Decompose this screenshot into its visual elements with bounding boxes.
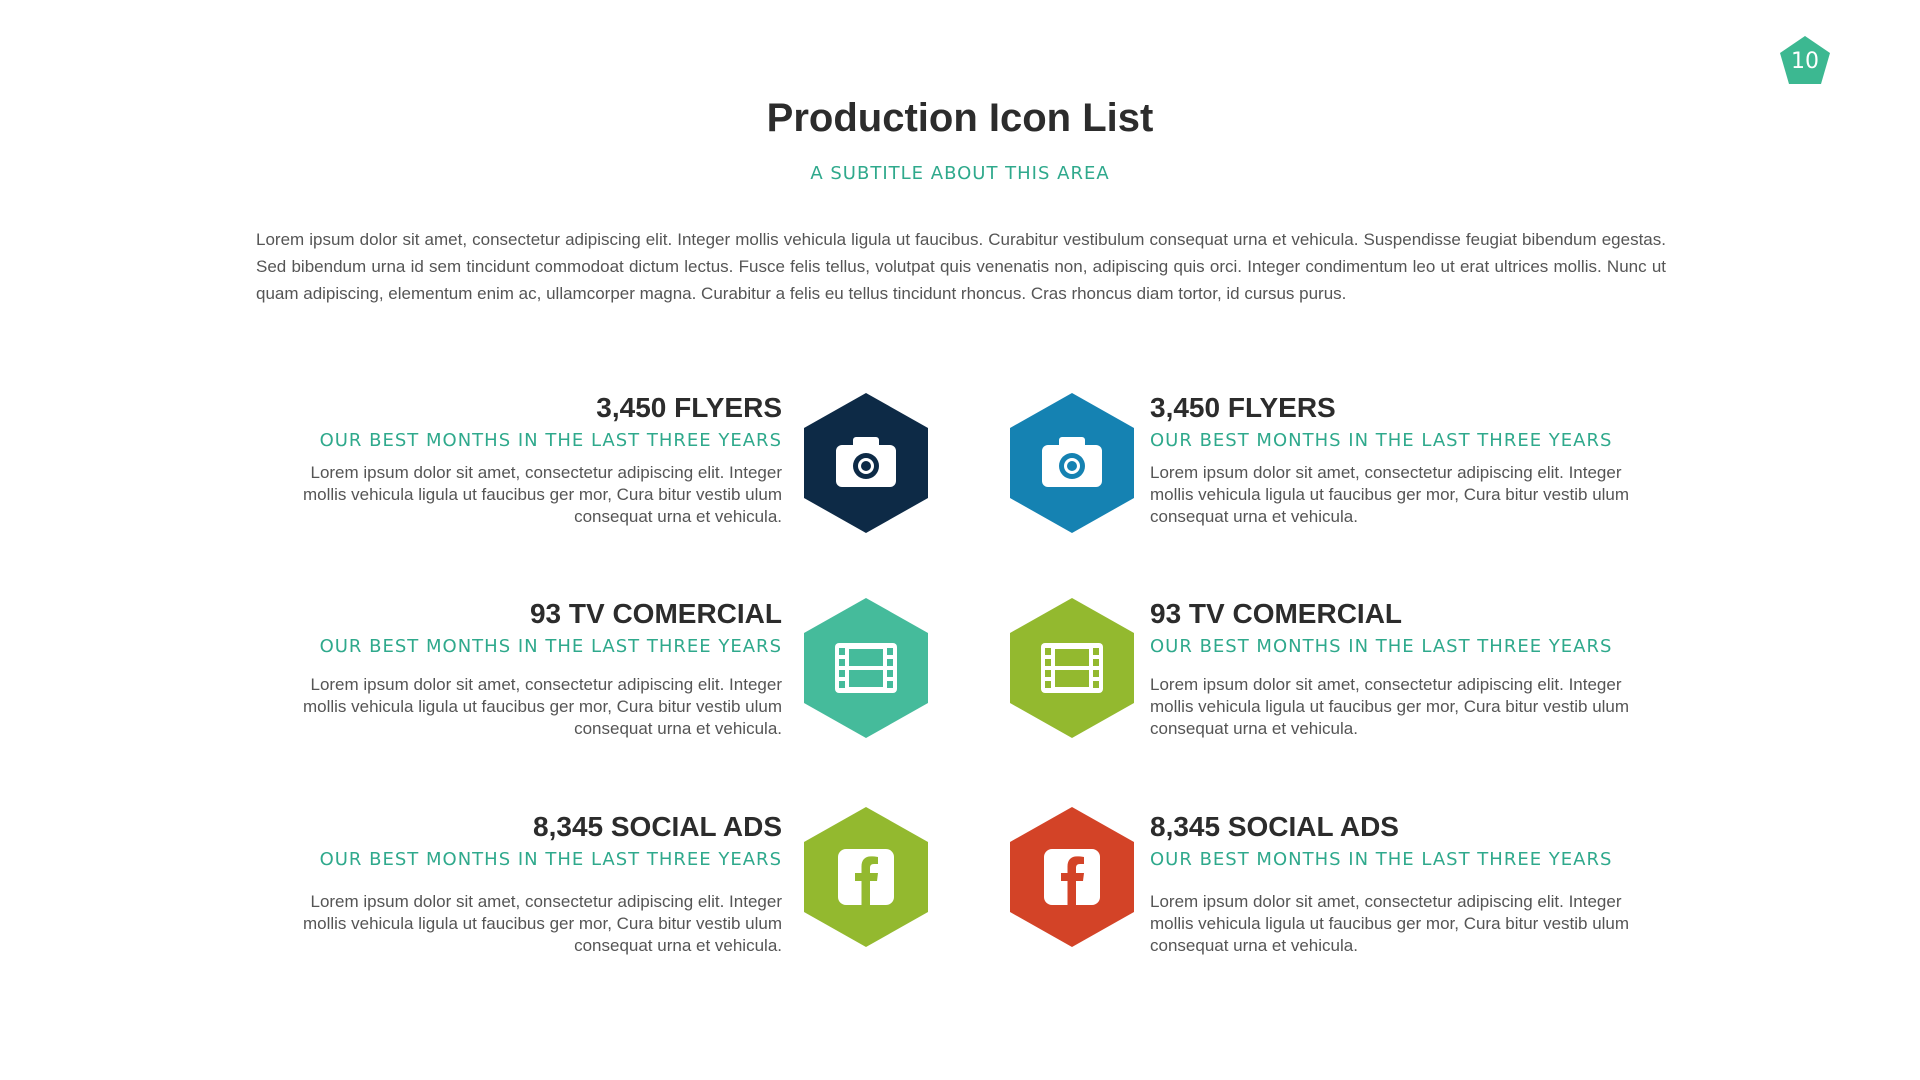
stat-title: 3,450 FLYERS — [1150, 392, 1336, 423]
hex-badge-tv-left — [804, 598, 928, 738]
stat-body: Lorem ipsum dolor sit amet, consectetur adipiscing elit. Integer mollis vehicula ligula ut faucibus ger mor, Cura bitur vestib ulum consequat urna et vehicula. — [302, 675, 782, 738]
stat-title: 8,345 SOCIAL ADS — [1150, 811, 1399, 842]
stat-item-tv-left — [262, 598, 782, 740]
stat-subtitle: OUR BEST MONTHS IN THE LAST THREE YEARS — [1150, 430, 1613, 451]
stat-title: 3,450 FLYERS — [596, 392, 782, 423]
hex-badge-social-right — [1010, 807, 1134, 947]
film-icon — [1010, 598, 1134, 738]
page-number: 10 — [1791, 49, 1819, 74]
stat-body: Lorem ipsum dolor sit amet, consectetur adipiscing elit. Integer mollis vehicula ligula ut faucibus ger mor, Cura bitur vestib ulum consequat urna et vehicula. — [1150, 463, 1630, 526]
stat-item-tv-right — [1150, 598, 1670, 740]
stat-title: 93 TV COMERCIAL — [1150, 598, 1403, 629]
stat-subtitle: OUR BEST MONTHS IN THE LAST THREE YEARS — [1150, 636, 1613, 657]
page-title: Production Icon List — [766, 96, 1154, 140]
stat-subtitle: OUR BEST MONTHS IN THE LAST THREE YEARS — [319, 636, 782, 657]
page-subtitle: A SUBTITLE ABOUT THIS AREA — [810, 163, 1110, 184]
stat-title: 93 TV COMERCIAL — [529, 598, 782, 629]
stat-title: 8,345 SOCIAL ADS — [533, 811, 782, 842]
stat-item-flyers-left — [262, 392, 782, 528]
camera-icon — [1010, 393, 1134, 533]
stat-item-social-left — [262, 811, 782, 957]
stat-body: Lorem ipsum dolor sit amet, consectetur adipiscing elit. Integer mollis vehicula ligula ut faucibus ger mor, Cura bitur vestib ulum consequat urna et vehicula. — [1150, 892, 1630, 955]
facebook-icon — [1010, 807, 1134, 947]
stat-subtitle: OUR BEST MONTHS IN THE LAST THREE YEARS — [319, 849, 782, 870]
stat-item-social-right — [1150, 811, 1670, 957]
hex-badge-tv-right — [1010, 598, 1134, 738]
stat-subtitle: OUR BEST MONTHS IN THE LAST THREE YEARS — [1150, 849, 1613, 870]
stat-subtitle: OUR BEST MONTHS IN THE LAST THREE YEARS — [319, 430, 782, 451]
stat-body: Lorem ipsum dolor sit amet, consectetur adipiscing elit. Integer mollis vehicula ligula ut faucibus ger mor, Cura bitur vestib ulum consequat urna et vehicula. — [302, 463, 782, 526]
stat-body: Lorem ipsum dolor sit amet, consectetur adipiscing elit. Integer mollis vehicula ligula ut faucibus ger mor, Cura bitur vestib ulum consequat urna et vehicula. — [1150, 675, 1630, 738]
page-number-badge — [1778, 34, 1832, 86]
intro-paragraph: Lorem ipsum dolor sit amet, consectetur adipiscing elit. Integer mollis vehicula ligula ut faucibus. Curabitur vestibulum consequat urna et vehicula. Suspendisse feugiat bibendum egestas. Sed bibendum urna id sem tincidunt commodoat dictum lectus. Fusce felis tellus, volutpat quis venenatis non, adipiscing quis orci. Integer condimentum leo ut erat ultrices mollis. Nunc ut quam adipiscing, elementum enim ac, ullamcorper magna. Curabitur a felis eu tellus tincidunt rhoncus. Cras rhoncus diam tortor, id cursus purus. — [256, 230, 1666, 303]
film-icon — [804, 598, 928, 738]
stat-body: Lorem ipsum dolor sit amet, consectetur adipiscing elit. Integer mollis vehicula ligula ut faucibus ger mor, Cura bitur vestib ulum consequat urna et vehicula. — [302, 892, 782, 955]
hex-badge-social-left — [804, 807, 928, 947]
hex-badge-flyers-right — [1010, 393, 1134, 533]
camera-icon — [804, 393, 928, 533]
stat-item-flyers-right — [1150, 392, 1670, 528]
hex-badge-flyers-left — [804, 393, 928, 533]
facebook-icon — [804, 807, 928, 947]
